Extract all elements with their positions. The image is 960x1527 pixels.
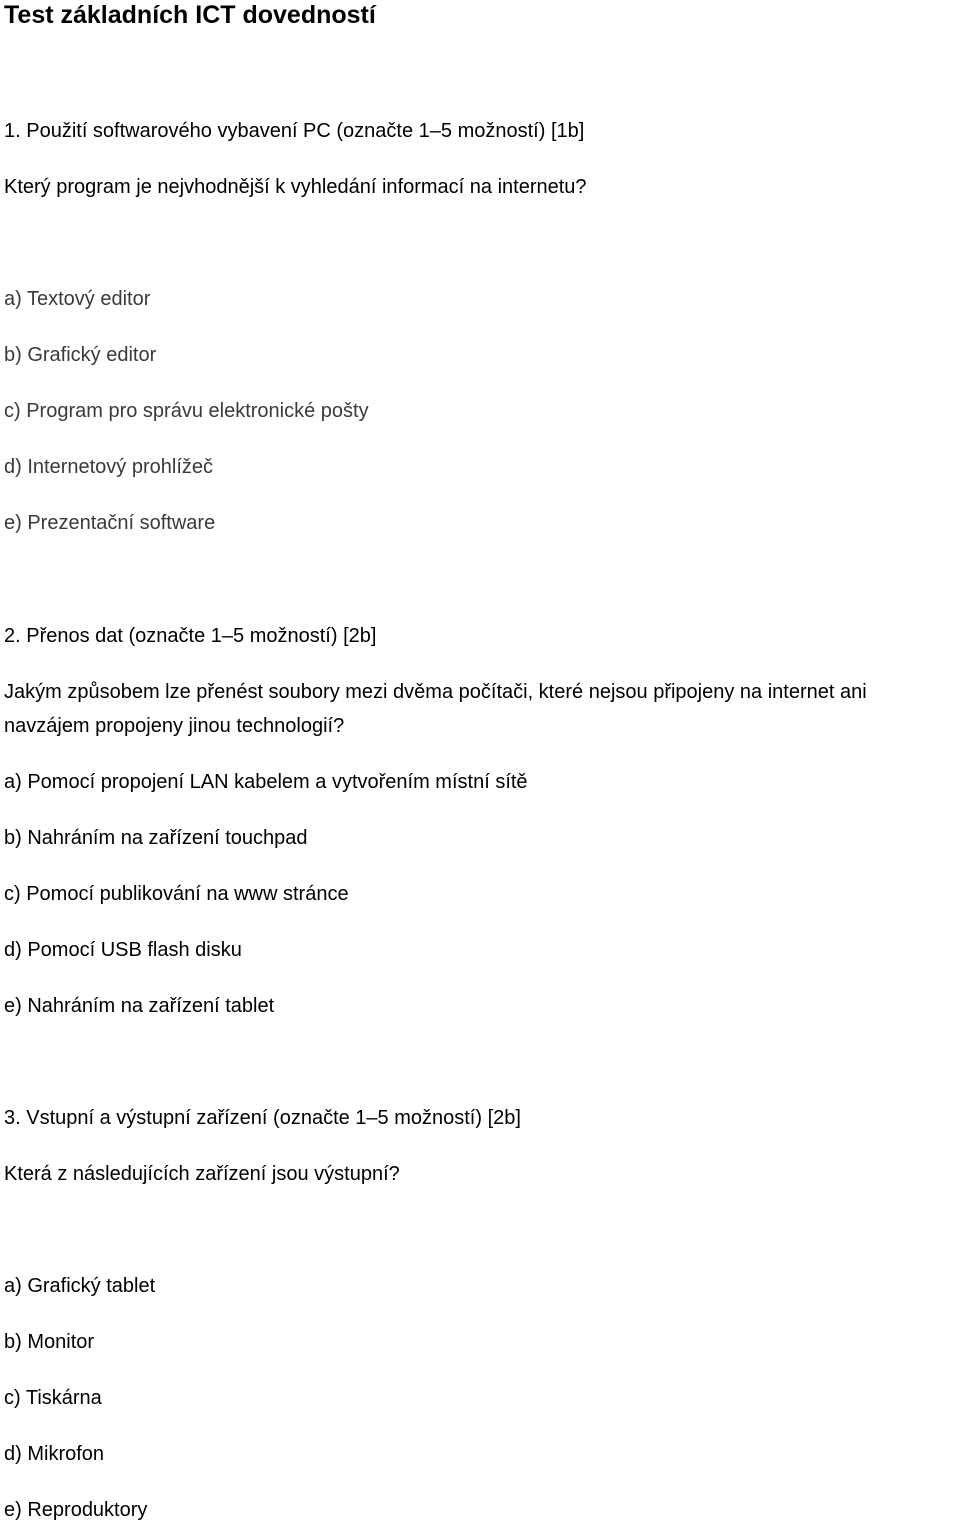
question-3-option-d[interactable]: d) Mikrofon bbox=[4, 1443, 105, 1465]
question-1-heading: 1. Použití softwarového vybavení PC (označte 1–5 možností) [1b] bbox=[4, 120, 585, 142]
question-2-text-line-1: Jakým způsobem lze přenést soubory mezi dvěma počítači, které nejsou připojeny na internet ani bbox=[4, 681, 867, 703]
page-title: Test základních ICT dovedností bbox=[4, 1, 376, 29]
question-1-option-a[interactable]: a) Textový editor bbox=[4, 288, 151, 310]
question-2-option-d[interactable]: d) Pomocí USB flash disku bbox=[4, 939, 242, 961]
question-3-option-e[interactable]: e) Reproduktory bbox=[4, 1499, 148, 1521]
question-3-heading: 3. Vstupní a výstupní zařízení (označte 1–5 možností) [2b] bbox=[4, 1107, 521, 1129]
question-1-text: Který program je nejvhodnější k vyhledání informací na internetu? bbox=[4, 176, 587, 198]
question-3-text: Která z následujících zařízení jsou výstupní? bbox=[4, 1163, 400, 1185]
question-2-option-c[interactable]: c) Pomocí publikování na www stránce bbox=[4, 883, 349, 905]
question-3-option-a[interactable]: a) Grafický tablet bbox=[4, 1275, 156, 1297]
question-3-option-b[interactable]: b) Monitor bbox=[4, 1331, 95, 1353]
question-2-option-e[interactable]: e) Nahráním na zařízení tablet bbox=[4, 995, 275, 1017]
question-1-option-d[interactable]: d) Internetový prohlížeč bbox=[4, 456, 213, 478]
question-2-option-b[interactable]: b) Nahráním na zařízení touchpad bbox=[4, 827, 308, 849]
question-1-option-b[interactable]: b) Grafický editor bbox=[4, 344, 157, 366]
question-1-option-c[interactable]: c) Program pro správu elektronické pošty bbox=[4, 400, 369, 422]
question-1-option-e[interactable]: e) Prezentační software bbox=[4, 512, 216, 534]
question-2-text-line-2: navzájem propojeny jinou technologií? bbox=[4, 715, 345, 737]
question-3-option-c[interactable]: c) Tiskárna bbox=[4, 1387, 102, 1409]
question-2-heading: 2. Přenos dat (označte 1–5 možností) [2b] bbox=[4, 625, 377, 647]
question-2-option-a[interactable]: a) Pomocí propojení LAN kabelem a vytvořením místní sítě bbox=[4, 771, 528, 793]
